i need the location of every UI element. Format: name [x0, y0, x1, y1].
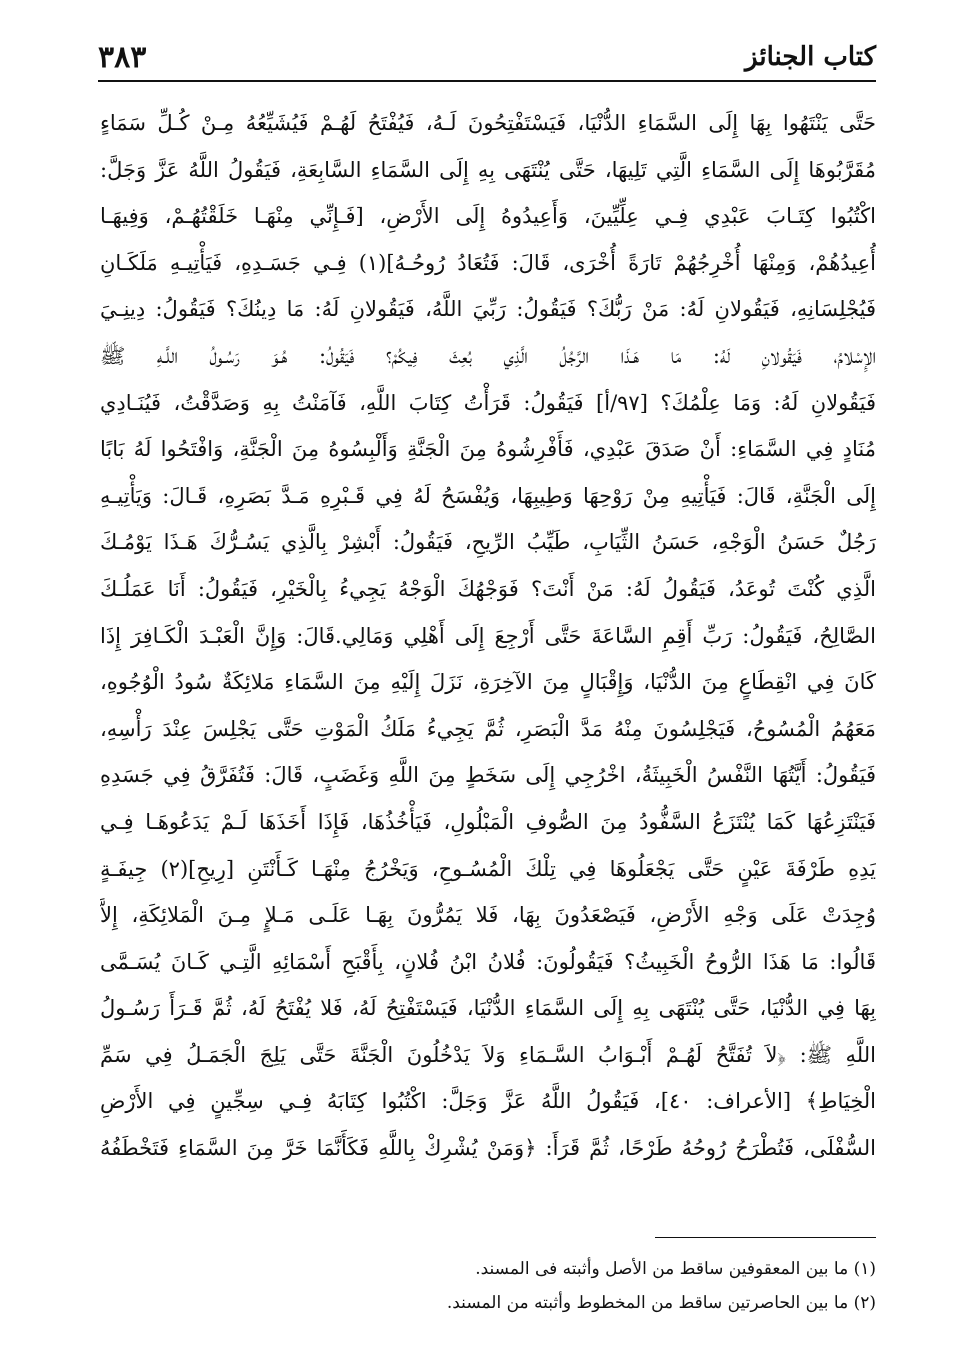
footnote-2: (٢) ما بين الحاصرتين ساقط من المخطوط وأثبته من المسند. [446, 1293, 876, 1313]
text-line: فَيَقُولُ: أَيَّتُهَا النَّفْسُ الْخَبِيثَةُ، اخْرُجِي إِلَى سَخَطٍ مِنَ اللَّهِ وَغَضَبٍ، قَالَ: فَتُفَرَّقُ فِي جَسَدِهِ [100, 763, 876, 788]
text-line: اللَّهِ ﷺ: ﴿لاَ تُفَتَّحُ لَهُـمْ أَبْـوَابُ السَّـمَاءِ وَلاَ يَدْخُلُونَ الْجَنَّةَ حَتَّى يَلِجَ الْجَمَـلُ فِي سَمِّ [100, 1042, 876, 1067]
header-rule [98, 80, 876, 82]
footnote-1: (١) ما بين المعقوفين ساقط من الأصل وأثبته فى المسند. [475, 1259, 876, 1279]
text-line: وُجِدَتْ عَلَى وَجْهِ الأَرْضِ، فَيَصْعَدُونَ بِهَا، فَلا يَمُرُّونَ بِهَـا عَلَـى مَـلإٍ مِـنَ الْمَلائِكَةِ، إِلاَّ [100, 903, 876, 928]
text-line: مُنَادٍ فِي السَّمَاءِ: أَنْ صَدَقَ عَبْدِي، فَأَفْرِشُوهُ مِنَ الْجَنَّةِ وَأَلْبِسُوهُ مِنَ الْجَنَّةِ، وَافْتَحُوا لَهُ بَابًا [100, 437, 876, 462]
footnotes [300, 1252, 876, 1320]
text-line: قَالُوا: مَا هَذَا الرُّوحُ الْخَبِيثُ؟ فَيَقُولُونَ: فُلانُ ابْنُ فُلانٍ، بِأَقْبَحِ أَسْمَائِهِ الَّتِـي كَـانَ يُسَـمَّى [100, 949, 876, 974]
page-number: ٣٨٣ [98, 40, 147, 75]
text-line: اكْتُبُوا كِتَـابَ عَبْدِي فِـي عِلِّيِّينَ، وَأَعِيدُوهُ إِلَى الأَرْضِ، [فَـإِنِّي مِنْهَـا خَلَقْتُهُـمْ، وَفِيهَـا [100, 204, 876, 229]
page-header [98, 40, 876, 90]
text-line: فَيَقُولانِ لَهُ: وَمَا عِلْمُكَ؟ [٩٧/أ] فَيَقُولُ: قَرَأْتُ كِتَابَ اللَّهِ، فَآمَنْتُ بِهِ وَصَدَّقْتُ، فَيُنَـادِي [100, 390, 876, 415]
text-line: الْخِيَاطِ﴾ [الأعراف: ٤٠]، فَيَقُولُ اللَّهُ عَزَّ وَجَلَّ: اكْتُبُوا كِتَابَهُ فِـي سِجِّينٍ فِي الأَرْضِ [100, 1089, 876, 1114]
text-line: حَتَّى يَنْتَهُوا بِهَا إِلَى السَّمَاءِ الدُّنْيَا، فَيَسْتَفْتِحُونَ لَـهُ، فَيُفْتَحُ لَهُـمْ فَيُشَيِّعُهُ مِـنْ كُـلِّ سَمَاءٍ [100, 111, 876, 135]
text-line: يَدِهِ طَرْفَةَ عَيْنٍ حَتَّى يَجْعَلُوهَا فِي تِلْكَ الْمُسُـوحِ، وَيَخْرُجُ مِنْهَـا كَـأَنْتَنِ [رِيحِ](٢) جِيفَـةٍ [100, 856, 876, 881]
text-line: مَعَهُمُ الْمُسُوحُ، فَيَجْلِسُونَ مِنْهُ مَدَّ الْبَصَرِ، ثُمَّ يَجِيءُ مَلَكُ الْمَوْتِ حَتَّى يَجْلِسَ عِنْدَ رَأْسِهِ، [100, 716, 876, 741]
text-line: إِلَى الْجَنَّةِ، قَالَ: فَيَأْتِيهِ مِنْ رَوْحِهَا وَطِيبِهَا، وَيُفْسَحُ لَهُ فِي قَـبْرِهِ مَـدَّ بَصَرِهِ، قَـالَ: وَيَأْتِيـهِ [100, 483, 876, 508]
text-line: السُّفْلَى، فَتُطْرَحُ رُوحُهُ طَرْحًا، ثُمَّ قَرَأَ: ﴿وَمَنْ يُشْرِكْ بِاللَّهِ فَكَأَنَّمَا خَرَّ مِنَ السَّمَاءِ فَتَخْطَفُهُ [100, 1136, 876, 1161]
text-line: بِهَا فِي الدُّنْيَا، حَتَّى يُنْتَهَى بِهِ إِلَى السَّمَاءِ الدُّنْيَا، فَيَسْتَفْتِحُ لَهُ، فَلا يُفْتَحُ لَهُ، ثُمَّ قَـرَأَ رَسُـولُ [100, 996, 876, 1021]
text-line: الصَّالِحُ، فَيَقُولُ: رَبِّ أَقِمِ السَّاعَةَ حَتَّى أَرْجِعَ إِلَى أَهْلِي وَمَالِي.قَالَ: وَإِنَّ الْعَبْـدَ الْكَـافِرَ إِذَا [100, 623, 876, 648]
text-line: الَّذِي كُنْتَ تُوعَدُ، فَيَقُولُ لَهُ: مَنْ أَنْتَ؟ فَوَجْهُكَ الْوَجْهُ يَجِيءُ بِالْخَيْرِ، فَيَقُولُ: أَنَا عَمَلُـكَ [100, 576, 876, 601]
footnote-rule [655, 1237, 876, 1238]
chapter-title: كتاب الجنائز [745, 42, 876, 72]
text-line: أُعِيدُهُمْ، وَمِنْهَا أُخْرِجُهُمْ تَارَةً أُخْرَى، قَالَ: فَتُعَادُ رُوحُـهُ](١) فِـي جَسَـدِهِ، فَيَأْتِيـهِ مَلَكَـانِ [100, 250, 876, 275]
main-text [100, 100, 876, 1172]
text-line: مُقَرَّبُوهَا إِلَى السَّمَاءِ الَّتِي تَلِيهَا، حَتَّى يُنْتَهَى بِهِ إِلَى السَّمَاءِ السَّابِعَةِ، فَيَقُولُ اللَّهُ عَزَّ وَجَلَّ: [100, 157, 876, 182]
text-line: فَيُجْلِسَانِهِ، فَيَقُولانِ لَهُ: مَنْ رَبُّكَ؟ فَيَقُولُ: رَبِّيَ اللَّهُ، فَيَقُولانِ لَهُ: مَا دِينُكَ؟ فَيَقُولُ: دِينِـيَ [100, 297, 876, 322]
text-line: فَيَنْتَزِعُهَا كَمَا يُنْتَزَعُ السَّفُّودُ مِنَ الصُّوفِ الْمَبْلُولِ، فَيَأْخُذُهَا، فَإِذَا أَخَذَهَا لَـمْ يَدَعُوهَـا فِـي [100, 809, 876, 834]
text-line: كَانَ فِي انْقِطَاعٍ مِنَ الدُّنْيَا، وَإِقْبَالٍ مِنَ الآخِرَةِ، نَزَلَ إِلَيْهِ مِنَ السَّمَاءِ مَلائِكَةٌ سُودُ الْوُجُوهِ، [100, 670, 876, 695]
text-line: رَجُلٌ حَسَنُ الْوَجْهِ، حَسَنُ الثِّيَابِ، طَيِّبُ الرِّيحِ، فَيَقُولُ: أَبْشِرْ بِالَّذِي يَسُـرُّكَ هَـذَا يَوْمُـكَ [100, 530, 876, 555]
text-line: الإِسْلامُ، فَيَقُولانِ لَهُ: مَا هَـذَا الرَّجُلُ الَّذِي بُعِثَ فِيكُمْ؟ فَيَقُولُ: هُـوَ رَسُـولُ اللَّـهِ ﷺ [100, 343, 876, 368]
